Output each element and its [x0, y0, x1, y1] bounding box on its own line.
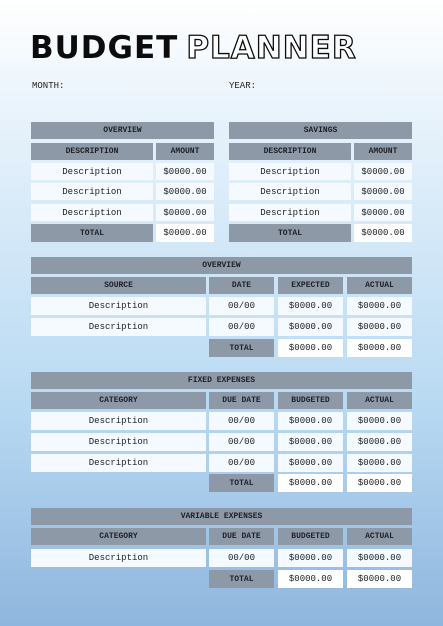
- overview-small-total-label: TOTAL: [31, 224, 153, 242]
- table-cell[interactable]: Description: [229, 204, 351, 221]
- table-cell[interactable]: Description: [31, 549, 206, 567]
- variable-expenses-col-budgeted: BUDGETED: [278, 528, 343, 545]
- table-cell[interactable]: Description: [229, 183, 351, 200]
- year-label: YEAR:: [229, 81, 257, 91]
- table-cell[interactable]: $0000.00: [278, 412, 343, 430]
- table-cell[interactable]: Description: [31, 183, 153, 200]
- table-cell[interactable]: 00/00: [209, 297, 274, 315]
- overview-income-col-expected: EXPECTED: [278, 277, 343, 294]
- savings-col-amount: AMOUNT: [354, 143, 412, 160]
- table-cell[interactable]: $0000.00: [156, 183, 214, 200]
- page-title: [30, 30, 357, 66]
- overview-income-title: OVERVIEW: [31, 257, 412, 274]
- table-cell[interactable]: 00/00: [209, 433, 274, 451]
- variable-expenses-col-actual: ACTUAL: [347, 528, 412, 545]
- table-cell[interactable]: $0000.00: [278, 549, 343, 567]
- table-cell[interactable]: 00/00: [209, 549, 274, 567]
- variable-expenses-total-budgeted[interactable]: $0000.00: [278, 570, 343, 588]
- month-label: MONTH:: [32, 81, 65, 91]
- variable-expenses-total-actual[interactable]: $0000.00: [347, 570, 412, 588]
- table-cell[interactable]: $0000.00: [156, 163, 214, 180]
- table-cell[interactable]: $0000.00: [347, 318, 412, 336]
- fixed-expenses-title: FIXED EXPENSES: [31, 372, 412, 389]
- variable-expenses-col-due-date: DUE DATE: [209, 528, 274, 545]
- table-cell[interactable]: $0000.00: [278, 454, 343, 472]
- overview-small-col-description: DESCRIPTION: [31, 143, 153, 160]
- overview-income-col-actual: ACTUAL: [347, 277, 412, 294]
- savings-total-label: TOTAL: [229, 224, 351, 242]
- savings-col-description: DESCRIPTION: [229, 143, 351, 160]
- table-cell[interactable]: Description: [31, 204, 153, 221]
- table-cell[interactable]: $0000.00: [347, 433, 412, 451]
- title-outline-word: PLANNER: [186, 30, 357, 66]
- savings-total-value[interactable]: $0000.00: [354, 224, 412, 242]
- fixed-expenses-col-actual: ACTUAL: [347, 392, 412, 409]
- table-cell[interactable]: $0000.00: [347, 549, 412, 567]
- overview-income-total-label: TOTAL: [209, 339, 274, 357]
- table-cell[interactable]: $0000.00: [278, 433, 343, 451]
- variable-expenses-total-label: TOTAL: [209, 570, 274, 588]
- table-cell[interactable]: $0000.00: [354, 163, 412, 180]
- variable-expenses-title: VARIABLE EXPENSES: [31, 508, 412, 525]
- table-cell[interactable]: $0000.00: [347, 412, 412, 430]
- table-cell[interactable]: $0000.00: [156, 204, 214, 221]
- table-cell[interactable]: 00/00: [209, 318, 274, 336]
- table-cell[interactable]: Description: [31, 163, 153, 180]
- fixed-expenses-col-due-date: DUE DATE: [209, 392, 274, 409]
- table-cell[interactable]: Description: [229, 163, 351, 180]
- overview-small-title: OVERVIEW: [31, 122, 214, 139]
- overview-income-total-actual[interactable]: $0000.00: [347, 339, 412, 357]
- table-cell[interactable]: $0000.00: [278, 297, 343, 315]
- overview-income-total-expected[interactable]: $0000.00: [278, 339, 343, 357]
- table-cell[interactable]: $0000.00: [354, 204, 412, 221]
- table-cell[interactable]: Description: [31, 433, 206, 451]
- overview-small-col-amount: AMOUNT: [156, 143, 214, 160]
- table-cell[interactable]: $0000.00: [354, 183, 412, 200]
- table-cell[interactable]: Description: [31, 297, 206, 315]
- table-cell[interactable]: Description: [31, 454, 206, 472]
- table-cell[interactable]: 00/00: [209, 454, 274, 472]
- table-cell[interactable]: $0000.00: [278, 318, 343, 336]
- overview-income-col-source: SOURCE: [31, 277, 206, 294]
- table-cell[interactable]: Description: [31, 318, 206, 336]
- variable-expenses-col-category: CATEGORY: [31, 528, 206, 545]
- fixed-expenses-total-actual[interactable]: $0000.00: [347, 474, 412, 492]
- fixed-expenses-col-budgeted: BUDGETED: [278, 392, 343, 409]
- overview-small-total-value[interactable]: $0000.00: [156, 224, 214, 242]
- table-cell[interactable]: Description: [31, 412, 206, 430]
- overview-income-col-date: DATE: [209, 277, 274, 294]
- savings-title: SAVINGS: [229, 122, 412, 139]
- table-cell[interactable]: $0000.00: [347, 454, 412, 472]
- title-bold-word: BUDGET: [30, 30, 179, 66]
- table-cell[interactable]: $0000.00: [347, 297, 412, 315]
- fixed-expenses-col-category: CATEGORY: [31, 392, 206, 409]
- table-cell[interactable]: 00/00: [209, 412, 274, 430]
- fixed-expenses-total-label: TOTAL: [209, 474, 274, 492]
- fixed-expenses-total-budgeted[interactable]: $0000.00: [278, 474, 343, 492]
